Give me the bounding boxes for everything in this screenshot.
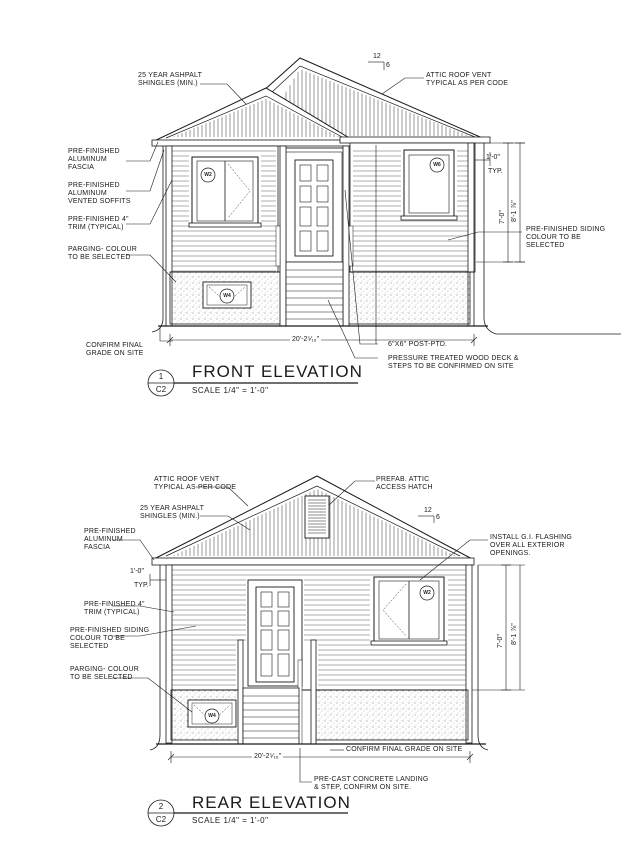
front-note-post: 6"X6" POST-PTD.	[388, 341, 448, 348]
front-bubble-number: 1	[158, 372, 164, 381]
front-parging-right	[348, 272, 470, 324]
rear-tag-w2: W2	[423, 590, 431, 596]
front-note-trim: PRE-FINISHED 4" TRIM (TYPICAL)	[68, 216, 129, 231]
front-note-deck: PRESSURE TREATED WOOD DECK & STEPS TO BE CONFIRMED ON SITE	[388, 355, 519, 370]
rear-note-fascia: PRE-FINISHED ALUMINUM FASCIA	[84, 528, 136, 551]
front-bubble-sheet: C2	[155, 385, 167, 394]
rear-note-grade: CONFIRM FINAL GRADE ON SITE	[346, 746, 463, 753]
front-fascia-right	[340, 137, 490, 143]
front-dim-total-height: 8'-1 ⅞"	[511, 200, 518, 222]
rear-dim-width: 20'-2⁵⁄₁₆"	[254, 753, 282, 760]
rear-title: REAR ELEVATION	[192, 793, 351, 812]
rear-dim-overhang-typ: TYP.	[134, 582, 149, 589]
rear-parging-right	[316, 690, 468, 740]
front-window-w6	[401, 150, 457, 220]
front-note-attic-vent: ATTIC ROOF VENT TYPICAL AS PER CODE	[426, 72, 509, 87]
front-scale: SCALE 1/4" = 1'-0"	[192, 386, 269, 395]
front-dim-overhang-typ: TYP.	[488, 168, 503, 175]
front-pitch-rise: 6	[386, 62, 390, 69]
front-note-fascia: PRE-FINISHED ALUMINUM FASCIA	[68, 148, 120, 171]
rear-window-w2	[371, 577, 447, 645]
rear-dim-total-height: 8'-1 ⅞"	[511, 623, 518, 645]
rear-pitch-rise: 6	[436, 514, 440, 521]
rear-attic-hatch	[305, 496, 329, 538]
rear-dim-overhang: 1'-0"	[130, 568, 144, 575]
front-note-siding: PRE-FINISHED SIDING COLOUR TO BE SELECTED	[526, 226, 606, 249]
front-window-w2	[189, 157, 261, 227]
rear-bubble-sheet: C2	[155, 815, 167, 824]
rear-door	[256, 587, 294, 682]
front-note-soffits: PRE-FINISHED ALUMINUM VENTED SOFFITS	[68, 182, 131, 205]
rear-pitch-run: 12	[424, 507, 432, 514]
front-note-grade: CONFIRM FINAL GRADE ON SITE	[86, 342, 144, 357]
rear-note-flashing: INSTALL G.I. FLASHING OVER ALL EXTERIOR OPENINGS.	[490, 534, 572, 557]
rear-steps	[243, 688, 299, 744]
front-fascia-left	[152, 140, 356, 146]
front-dim-overhang: 1'-0"	[486, 154, 500, 161]
rear-tag-w4: W4	[208, 713, 216, 719]
front-pitch-run: 12	[373, 53, 381, 60]
rear-fascia	[152, 558, 474, 565]
front-dim-width: 20'-2⁵⁄₁₆"	[292, 336, 320, 343]
front-title: FRONT ELEVATION	[192, 362, 363, 381]
rear-note-landing: PRE-CAST CONCRETE LANDING & STEP, CONFIRM ON SITE.	[314, 776, 429, 791]
rear-scale: SCALE 1/4" = 1'-0"	[192, 816, 269, 825]
front-tag-w4: W4	[223, 293, 231, 299]
front-note-parging: PARGING- COLOUR TO BE SELECTED	[68, 246, 137, 261]
front-tag-w2: W2	[204, 172, 212, 178]
front-post-left	[280, 146, 286, 326]
rear-note-siding: PRE-FINISHED SIDING COLOUR TO BE SELECTED	[70, 627, 150, 650]
front-door	[295, 160, 333, 256]
front-post-right	[343, 146, 349, 326]
rear-note-shingles: 25 YEAR ASHPALT SHINGLES (MIN.)	[140, 505, 205, 520]
rear-dim-wall-height: 7'-0"	[497, 634, 504, 648]
rear-note-parging: PARGING- COLOUR TO BE SELECTED	[70, 666, 139, 681]
rear-note-hatch: PREFAB. ATTIC ACCESS HATCH	[376, 476, 433, 491]
front-dim-wall-height: 7'-0"	[499, 210, 506, 224]
rear-note-attic-vent: ATTIC ROOF VENT TYPICAL AS PER CODE	[154, 476, 237, 491]
rear-note-trim: PRE-FINISHED 4" TRIM (TYPICAL)	[84, 601, 145, 616]
front-steps	[286, 262, 343, 326]
rear-bubble-number: 2	[158, 802, 164, 811]
front-tag-w6: W6	[433, 162, 441, 168]
front-note-shingles: 25 YEAR ASHPALT SHINGLES (MIN.)	[138, 72, 203, 87]
